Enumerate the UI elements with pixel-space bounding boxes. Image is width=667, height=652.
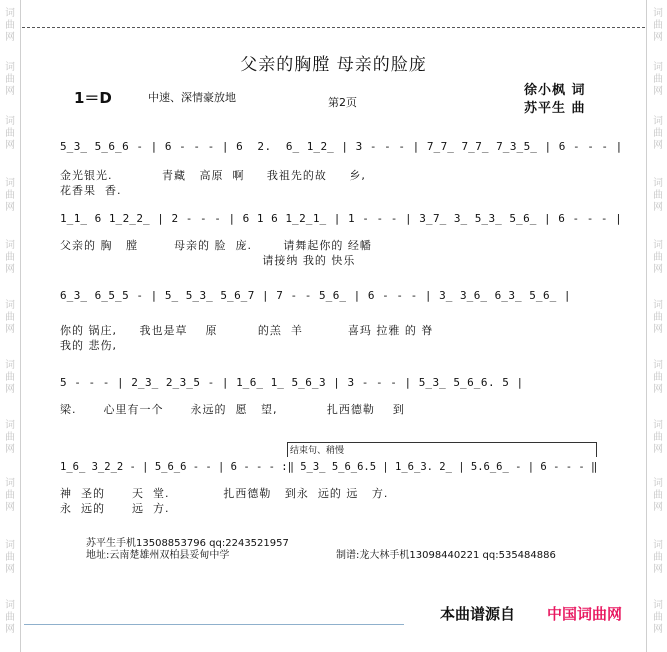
watermark-text: 词曲网	[5, 600, 15, 635]
watermark-text: 词曲网	[653, 62, 663, 97]
ending-note: 结束句、稍慢	[290, 446, 345, 456]
watermark-text: 词曲网	[653, 360, 663, 395]
lyric-line: 花香果 香.	[60, 184, 122, 197]
watermark-text: 词曲网	[653, 8, 663, 43]
lyric-line: 梁. 心里有一个 永远的 愿 望, 扎西德勒 到	[60, 403, 405, 416]
watermark-text: 词曲网	[5, 178, 15, 213]
lyricist-credit: 徐小枫 词	[524, 83, 586, 98]
notation-line: 6̲3̲ 6̲5̲5 - | 5̲ 5̲3̲ 5̲6̲7 | 7 - - 5̲6̲ | 6 - - - | 3̲ 3̲6̲ 6̲3̲ 5̲6̲ |	[60, 289, 571, 302]
watermark-text: 词曲网	[653, 240, 663, 275]
transcriber-credit: 制谱:龙大林手机13098440221 qq:535484886	[336, 550, 556, 561]
watermark-text: 词曲网	[653, 300, 663, 335]
lyric-line: 我的 悲伤,	[60, 339, 117, 352]
watermark-text: 词曲网	[653, 116, 663, 151]
bottom-rule	[24, 624, 404, 625]
watermark-text: 词曲网	[653, 420, 663, 455]
watermark-text: 词曲网	[5, 478, 15, 513]
lyric-line: 神 圣的 天 堂. 扎西德勒 到永 远的 远 方.	[60, 487, 389, 500]
lyric-line: 你的 锅庄, 我也是草 原 的羔 羊 喜玛 拉雅 的 脊	[60, 324, 434, 337]
watermark-text: 词曲网	[5, 116, 15, 151]
source-label: 本曲谱源自	[440, 605, 516, 623]
watermark-text: 词曲网	[653, 540, 663, 575]
address: 地址:云南楚雄州双柏县妥甸中学	[86, 550, 230, 561]
lyric-line: 金光银光. 青藏 高原 啊 我祖先的故 乡,	[60, 169, 366, 182]
site-name-link[interactable]: 中国词曲网	[547, 605, 623, 623]
notation-line: 1̲6̲ 3̲2̲2 - | 5̲6̲6 - - | 6 - - - :‖ 5̲3̲ 5̲6̲6.5 | 1̲6̲3. 2̲ | 5.6̲6̲ - | 6 - - - ‖	[60, 461, 598, 473]
watermark-text: 词曲网	[5, 360, 15, 395]
lyric-line: 请接纳 我的 快乐	[60, 254, 356, 267]
lyric-line: 父亲的 胸 膛 母亲的 脸 庞. 请舞起你的 经幡	[60, 239, 372, 252]
composer-credit: 苏平生 曲	[524, 101, 586, 116]
watermark-text: 词曲网	[5, 540, 15, 575]
watermark-text: 词曲网	[5, 8, 15, 43]
watermark-text: 词曲网	[653, 178, 663, 213]
top-dashed-rule	[22, 27, 645, 28]
page-number: 第2页	[328, 96, 357, 109]
left-watermark-strip	[0, 0, 21, 652]
notation-line: 5 - - - | 2̲3̲ 2̲3̲5 - | 1̲6̲ 1̲ 5̲6̲3 | 3 - - - | 5̲3̲ 5̲6̲6. 5 |	[60, 376, 524, 389]
watermark-text: 词曲网	[5, 300, 15, 335]
key-signature: 1＝D	[74, 89, 112, 107]
song-title: 父亲的胸膛 母亲的脸庞	[240, 55, 427, 75]
tempo-marking: 中速、深情豪放地	[148, 91, 236, 104]
notation-line: 5̲3̲ 5̲6̲6 - | 6 - - - | 6 2. 6̲ 1̲2̲ | 3 - - - | 7̲7̲ 7̲7̲ 7̲3̲5̲ | 6 - - - |	[60, 140, 623, 153]
watermark-text: 词曲网	[653, 600, 663, 635]
watermark-text: 词曲网	[653, 478, 663, 513]
lyric-line: 永 远的 远 方.	[60, 502, 170, 515]
composer-contact: 苏平生手机13508853796 qq:2243521957	[86, 538, 289, 549]
watermark-text: 词曲网	[5, 62, 15, 97]
notation-line: 1̲̇1̲ 6 1̲2̲2̲ | 2 - - - | 6 1 6 1̲2̲1̲ | 1 - - - | 3̲7̲ 3̲ 5̲3̲ 5̲6̲ | 6 - - - |	[60, 212, 623, 225]
watermark-text: 词曲网	[5, 240, 15, 275]
right-watermark-strip	[646, 0, 667, 652]
watermark-text: 词曲网	[5, 420, 15, 455]
